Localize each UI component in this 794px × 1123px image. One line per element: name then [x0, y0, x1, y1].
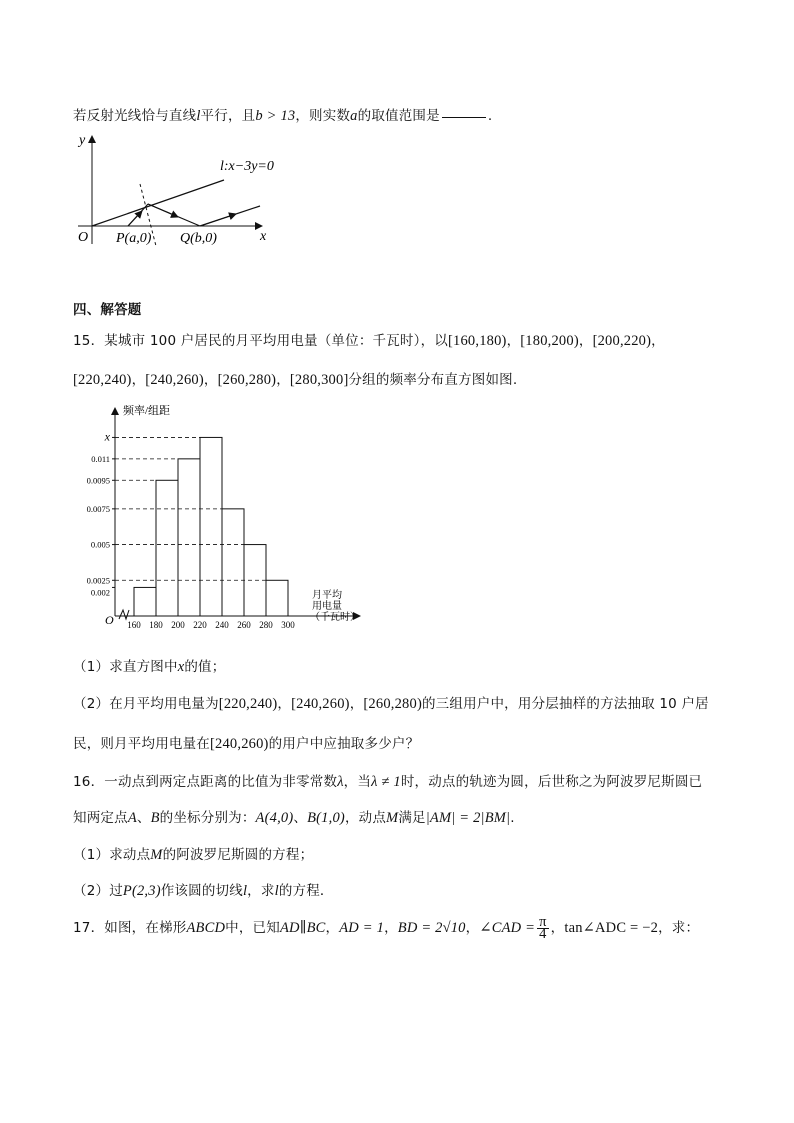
q16-line2: 知两定点A、B的坐标分别为：A(4,0)、B(1,0)，动点M满足|AM| = 2|BM|. — [73, 810, 515, 826]
x-axis-label-line: 月平均 — [312, 590, 342, 601]
reflected-arrow-1 — [148, 204, 178, 217]
q14-text: 若反射光线恰与直线l平行，且b > 13，则实数a的取值范围是 . — [73, 108, 493, 124]
x-axis-label-line: （千瓦时） — [310, 612, 360, 623]
x-tick-label: 160 — [127, 620, 141, 630]
q15-line1: 15．某城市 100 户居民的月平均用电量（单位：千瓦时），以[160,180)，[180,200)，[200,220)， — [73, 333, 665, 349]
y-tick-label: 0.0095 — [86, 475, 110, 486]
x-tick-label: 200 — [171, 620, 185, 630]
y-tick-label: 0.002 — [90, 587, 110, 598]
histogram-origin-label: O — [105, 613, 114, 627]
histogram-bar — [200, 437, 222, 616]
x-tick-label: 240 — [215, 620, 229, 630]
histogram-bar — [266, 580, 288, 616]
histogram-bar — [178, 459, 200, 616]
q16-sub2: （2）过P(2,3)作该圆的切线l，求l的方程． — [73, 883, 334, 899]
y-tick-label: 0.0025 — [86, 575, 110, 586]
histogram-bar — [222, 509, 244, 616]
x-tick-label: 180 — [149, 620, 163, 630]
fraction-pi-over-4: $\frac{\pi}{4}$ — [539, 913, 547, 942]
x-tick-label: 220 — [193, 620, 207, 630]
x-axis-label: x — [260, 229, 267, 244]
q15-sub2-line2: 民，则月平均用电量在[240,260)的用户中应抽取多少户？ — [73, 736, 420, 752]
q15-sub2: （2）在月平均用电量为[220,240)，[240,260)，[260,280)的三组用户中，用分层抽样的方法抽取 10 户居 — [73, 696, 709, 712]
point-q-label: Q(b,0) — [180, 231, 217, 246]
x-tick-label: 280 — [259, 620, 273, 630]
q17-line1: 17．如图，在梯形ABCD中，已知AD∥BC，AD = 1，BD = 2√10，∠CAD = $\frac{\pi}{4}$ ，tan∠ADC = −2，求： — [73, 913, 700, 942]
y-tick-label: 0.011 — [91, 453, 110, 464]
frequency-histogram — [70, 400, 370, 636]
axis-break-mark — [119, 610, 129, 619]
x-tick-label: 260 — [237, 620, 251, 630]
histogram-bar — [134, 587, 156, 616]
y-tick-label: 0.0075 — [86, 503, 110, 514]
origin-label: O — [78, 230, 89, 245]
x-tick-label: 300 — [281, 620, 295, 630]
reflection-figure — [70, 128, 290, 250]
section-heading: 四、解答题 — [73, 302, 142, 318]
point-p-label: P(a,0) — [116, 231, 152, 246]
answer-blank[interactable] — [442, 117, 486, 118]
q15-line2: [220,240)，[240,260)，[260,280)，[280,300]分组的频率分布直方图如图. — [73, 372, 518, 388]
histogram-bar — [156, 480, 178, 616]
line-l — [92, 180, 224, 226]
x-axis-label-line: 用电量 — [312, 601, 342, 612]
q16-line1: 16．一动点到两定点距离的比值为非零常数λ，当λ ≠ 1时，动点的轨迹为圆，后世称之为阿波罗尼斯圆已 — [73, 774, 703, 790]
line-l-label: l:x−3y=0 — [220, 159, 274, 174]
y-axis-label: y — [79, 133, 86, 148]
q15-sub1: （1）求直方图中x的值； — [73, 659, 226, 675]
y-tick-label: 0.005 — [90, 539, 110, 550]
y-tick-label: x — [104, 429, 110, 444]
reflected-arrow-2 — [200, 214, 236, 226]
histogram-y-label: 频率/组距 — [123, 405, 171, 417]
q16-sub1: （1）求动点M的阿波罗尼斯圆的方程； — [73, 847, 314, 863]
